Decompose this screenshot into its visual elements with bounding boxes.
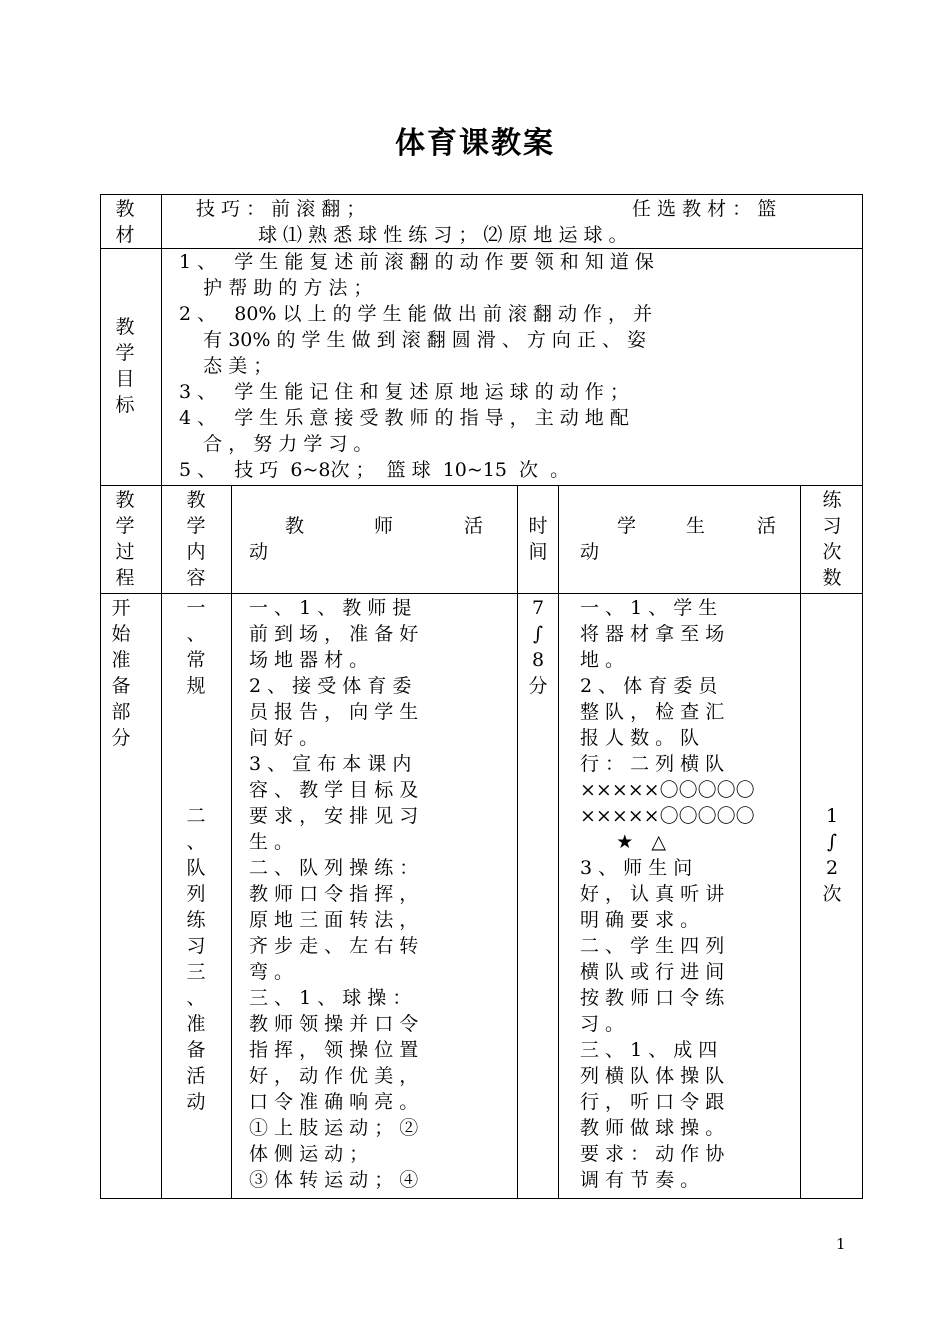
objective-line: 合 ， 努 力 学 习 。 [179, 433, 373, 455]
teacher-activity-line: 3 、 宣 布 本 课 内 [249, 753, 412, 775]
vertical-char: 习 [186, 935, 206, 957]
teacher-activity-line: 要 求 ， 安 排 见 习 [249, 805, 419, 827]
teacher-activity-line: 教 师 领 操 并 口 令 [249, 1013, 419, 1035]
student-activity-line: 二 、 学 生 四 列 [580, 935, 725, 957]
vertical-char: 程 [115, 567, 135, 589]
table-border-top [100, 194, 863, 195]
vertical-char: 队 [186, 857, 206, 879]
vertical-char: 间 [528, 541, 548, 563]
vertical-char: 容 [186, 567, 206, 589]
student-activity-line: 2 、 体 育 委 员 [580, 675, 718, 697]
vertical-char: 准 [111, 649, 131, 671]
col-divider-student [800, 485, 801, 1199]
vertical-char: 学 [115, 342, 135, 364]
vertical-char: 次 [822, 883, 842, 905]
student-activity-line: ×××××〇〇〇〇〇 [580, 805, 755, 827]
vertical-char: 数 [822, 567, 842, 589]
vertical-char: 8 [531, 649, 545, 671]
objective-line: 5 、 技 巧 6~8次 ； 篮 球 10~15 次 。 [179, 459, 570, 481]
col-divider-teacher [517, 485, 518, 1199]
col-divider-content [231, 485, 232, 1199]
objective-line: 态 美 ； [179, 355, 273, 377]
teacher-activity-line: 容 、 教 学 目 标 及 [249, 779, 419, 801]
student-activity-line: 三 、 1 、 成 四 [580, 1039, 718, 1061]
vertical-char: 开 [111, 597, 131, 619]
material-line2: 球 ⑴ 熟 悉 球 性 练 习 ； ⑵ 原 地 运 球 。 [258, 224, 628, 246]
student-activity-line: 教 师 做 球 操 。 [580, 1117, 725, 1139]
objective-line: 2 、 80% 以 上 的 学 生 能 做 出 前 滚 翻 动 作 ， 并 [179, 303, 653, 325]
teacher-activity-line: 口 令 准 确 响 亮 。 [249, 1091, 419, 1113]
vertical-char: 规 [186, 675, 206, 697]
page-title: 体育课教案 [395, 126, 555, 161]
student-activity-line: 调 有 节 奏 。 [580, 1169, 700, 1191]
objectives-label [113, 314, 137, 418]
vertical-char: ∫ [533, 623, 543, 645]
student-activity-text [580, 595, 755, 1193]
vertical-char: 2 [825, 857, 839, 879]
teacher-activity-line: 前 到 场 ， 准 备 好 [249, 623, 419, 645]
header-teacher-mid: 师 [374, 515, 394, 537]
header-student-mid: 生 [686, 515, 706, 537]
table-border-bottom [100, 1198, 863, 1199]
header-student-line2: 动 [580, 541, 600, 563]
student-activity-line: ×××××〇〇〇〇〇 [580, 779, 755, 801]
student-activity-line: 将 器 材 拿 至 场 [580, 623, 725, 645]
vertical-char: 教 [115, 198, 135, 220]
vertical-char: 教 [115, 489, 135, 511]
objective-line: 3 、 学 生 能 记 住 和 复 述 原 地 运 球 的 动 作 ； [179, 381, 629, 403]
vertical-char: 常 [186, 649, 206, 671]
vertical-char: 备 [111, 675, 131, 697]
teacher-activity-line: ③ 体 转 运 动 ； ④ [249, 1169, 419, 1191]
page-number: 1 [836, 1235, 846, 1253]
col-divider-time [558, 485, 559, 1199]
teacher-activity-line: 一 、 1 、 教 师 提 [249, 597, 412, 619]
teacher-activity-line: 好 ， 动 作 优 美 ， [249, 1065, 419, 1087]
vertical-char: 、 [186, 623, 206, 645]
vertical-char: 时 [528, 515, 548, 537]
vertical-char: 练 [822, 489, 842, 511]
teacher-activity-line: ① 上 肢 运 动 ； ② [249, 1117, 419, 1139]
vertical-char: 分 [528, 675, 548, 697]
teacher-activity-text [249, 595, 418, 1193]
objectives-list [179, 249, 654, 483]
teacher-activity-line: 二 、 队 列 操 练 ： [249, 857, 419, 879]
header-student-right: 活 [757, 515, 777, 537]
teacher-activity-line: 问 好 。 [249, 727, 319, 749]
vertical-char: 习 [822, 515, 842, 537]
teacher-activity-line: 齐 步 走 、 左 右 转 [249, 935, 419, 957]
objective-line: 1 、 学 生 能 复 述 前 滚 翻 的 动 作 要 领 和 知 道 保 [179, 251, 654, 273]
vertical-char: 备 [186, 1039, 206, 1061]
vertical-char: 列 [186, 883, 206, 905]
section-practice-count [820, 803, 844, 907]
student-activity-line: 整 队 ， 检 查 汇 [580, 701, 725, 723]
student-activity-line: 好 ， 认 真 听 讲 [580, 883, 725, 905]
vertical-char: 1 [825, 805, 839, 827]
student-activity-line: 行 ： 二 列 横 队 [580, 753, 725, 775]
vertical-char: 准 [186, 1013, 206, 1035]
header-teacher-right: 活 [464, 515, 484, 537]
objective-line: 4 、 学 生 乐 意 接 受 教 师 的 指 导 ， 主 动 地 配 [179, 407, 629, 429]
vertical-char: 次 [822, 541, 842, 563]
student-activity-line: ★ △ [580, 831, 667, 853]
teacher-activity-line: 弯 。 [249, 961, 294, 983]
vertical-char: 、 [186, 831, 206, 853]
student-activity-line: 3 、 师 生 问 [580, 857, 693, 879]
section-time [526, 595, 550, 699]
vertical-char: 学 [115, 515, 135, 537]
header-teacher-line2: 动 [249, 541, 269, 563]
col-divider-label [161, 194, 162, 1199]
vertical-char: 活 [186, 1065, 206, 1087]
vertical-char: 练 [186, 909, 206, 931]
row-divider-objectives [100, 485, 863, 486]
vertical-char: 教 [186, 489, 206, 511]
vertical-char: 、 [186, 987, 206, 1009]
material-line1-right: 任 选 教 材 ： 篮 [632, 198, 777, 220]
header-content [184, 487, 208, 591]
section-content-drill-warmup [184, 803, 208, 1115]
vertical-char: 一 [186, 597, 206, 619]
teacher-activity-line: 三 、 1 、 球 操 ： [249, 987, 412, 1009]
header-time [526, 513, 550, 565]
teacher-activity-line: 教 师 口 令 指 挥 ， [249, 883, 419, 905]
student-activity-line: 列 横 队 体 操 队 [580, 1065, 725, 1087]
vertical-char: 过 [115, 541, 135, 563]
vertical-char: 内 [186, 541, 206, 563]
teacher-activity-line: 原 地 三 面 转 法 ， [249, 909, 419, 931]
student-activity-line: 要 求 ： 动 作 协 [580, 1143, 725, 1165]
vertical-char: 材 [115, 224, 135, 246]
objective-line: 有 30% 的 学 生 做 到 滚 翻 圆 滑 、 方 向 正 、 姿 [179, 329, 647, 351]
objective-line: 护 帮 助 的 方 法 ； [179, 277, 373, 299]
material-label [113, 196, 137, 248]
header-teacher-left: 教 [285, 515, 305, 537]
header-process [113, 487, 137, 591]
student-activity-line: 一 、 1 、 学 生 [580, 597, 718, 619]
section-phase [109, 595, 133, 751]
teacher-activity-line: 场 地 器 材 。 [249, 649, 369, 671]
header-student-left: 学 [617, 515, 637, 537]
student-activity-line: 明 确 要 求 。 [580, 909, 700, 931]
teacher-activity-line: 指 挥 ， 领 操 位 置 [249, 1039, 419, 1061]
teacher-activity-line: 体 侧 运 动 ； [249, 1143, 369, 1165]
vertical-char: 7 [531, 597, 545, 619]
vertical-char: 目 [115, 368, 135, 390]
table-border-left [100, 194, 101, 1199]
header-practice [820, 487, 844, 591]
row-divider-headers [100, 593, 863, 594]
teacher-activity-line: 生 。 [249, 831, 294, 853]
student-activity-line: 地 。 [580, 649, 625, 671]
section-content-routine [184, 595, 208, 699]
student-activity-line: 行 ， 听 口 令 跟 [580, 1091, 725, 1113]
vertical-char: 学 [186, 515, 206, 537]
student-activity-line: 横 队 或 行 进 间 [580, 961, 725, 983]
teacher-activity-line: 员 报 告 ， 向 学 生 [249, 701, 419, 723]
vertical-char: 二 [186, 805, 206, 827]
vertical-char: 始 [111, 623, 131, 645]
student-activity-line: 报 人 数 。 队 [580, 727, 700, 749]
vertical-char: 标 [115, 394, 135, 416]
student-activity-line: 习 。 [580, 1013, 625, 1035]
teacher-activity-line: 2 、 接 受 体 育 委 [249, 675, 412, 697]
table-border-right [862, 194, 863, 1199]
vertical-char: 部 [111, 701, 131, 723]
vertical-char: 三 [186, 961, 206, 983]
vertical-char: 动 [186, 1091, 206, 1113]
vertical-char: 分 [111, 727, 131, 749]
student-activity-line: 按 教 师 口 令 练 [580, 987, 725, 1009]
vertical-char: ∫ [827, 831, 837, 853]
material-line1-left: 技 巧 ： 前 滚 翻 ； [196, 198, 366, 220]
vertical-char: 教 [115, 316, 135, 338]
